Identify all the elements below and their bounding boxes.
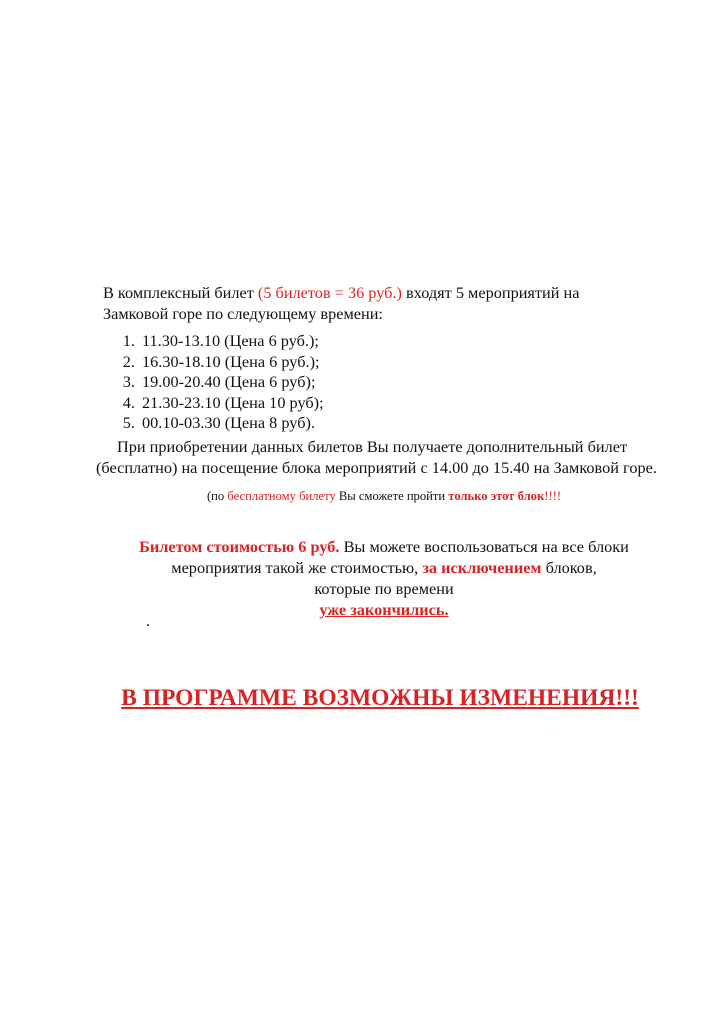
schedule-item-number: 2. [122, 351, 135, 371]
price-after-lead: Вы можете воспользоваться на все блоки [339, 537, 629, 556]
free-ticket-line-2: (бесплатно) на посещение блока мероприятий с 14.00 до 15.40 на Замковой горе. [96, 458, 657, 477]
price-line-4: уже закончились. [319, 600, 449, 619]
price-lead: Билетом стоимостью 6 руб. [139, 537, 340, 556]
note-open: (по [206, 489, 228, 503]
ticket-bundle-price: (5 билетов = 36 руб.) [257, 283, 402, 302]
price-line-3: которые по времени [314, 579, 454, 598]
intro-paragraph [103, 282, 663, 324]
schedule-list [103, 331, 523, 434]
schedule-item-text: 00.10-03.30 (Цена 8 руб). [142, 413, 316, 432]
price-line-2-end: блоков, [541, 558, 597, 577]
schedule-item [103, 372, 523, 393]
note-close: !!!! [544, 489, 562, 503]
schedule-item [103, 331, 523, 352]
note-only-block: только этот блок [448, 489, 545, 503]
price-except: за исключением [422, 558, 542, 577]
schedule-item [103, 352, 523, 373]
schedule-item [103, 413, 523, 434]
schedule-item-number: 3. [122, 372, 135, 391]
schedule-item-number: 5. [122, 413, 135, 432]
schedule-item-text: 21.30-23.10 (Цена 10 руб); [142, 392, 324, 412]
free-ticket-paragraph [96, 436, 672, 478]
schedule-item-number: 4. [122, 392, 135, 412]
note-middle: Вы сможете пройти [335, 489, 449, 503]
price-info-paragraph [96, 536, 672, 620]
free-ticket-note [96, 488, 672, 504]
note-free-label: бесплатному билету [227, 489, 336, 503]
intro-suffix: входят 5 мероприятий на [401, 283, 580, 302]
schedule-item [103, 393, 523, 414]
price-line-2-start: мероприятия такой же стоимостью, [171, 558, 423, 577]
free-ticket-line-1: При приобретении данных билетов Вы получаете дополнительный билет [117, 437, 628, 456]
schedule-item-text: 16.30-18.10 (Цена 6 руб.); [142, 351, 320, 371]
schedule-item-text: 19.00-20.40 (Цена 6 руб); [142, 372, 316, 391]
intro-prefix: В комплексный билет [103, 283, 258, 302]
schedule-item-text: 11.30-13.10 (Цена 6 руб.); [142, 331, 319, 350]
stray-dot: . [146, 613, 150, 630]
program-change-warning: В ПРОГРАММЕ ВОЗМОЖНЫ ИЗМЕНЕНИЯ!!! [121, 685, 639, 711]
intro-line-2: Замковой горе по следующему времени: [103, 304, 383, 323]
schedule-item-number: 1. [122, 331, 135, 350]
